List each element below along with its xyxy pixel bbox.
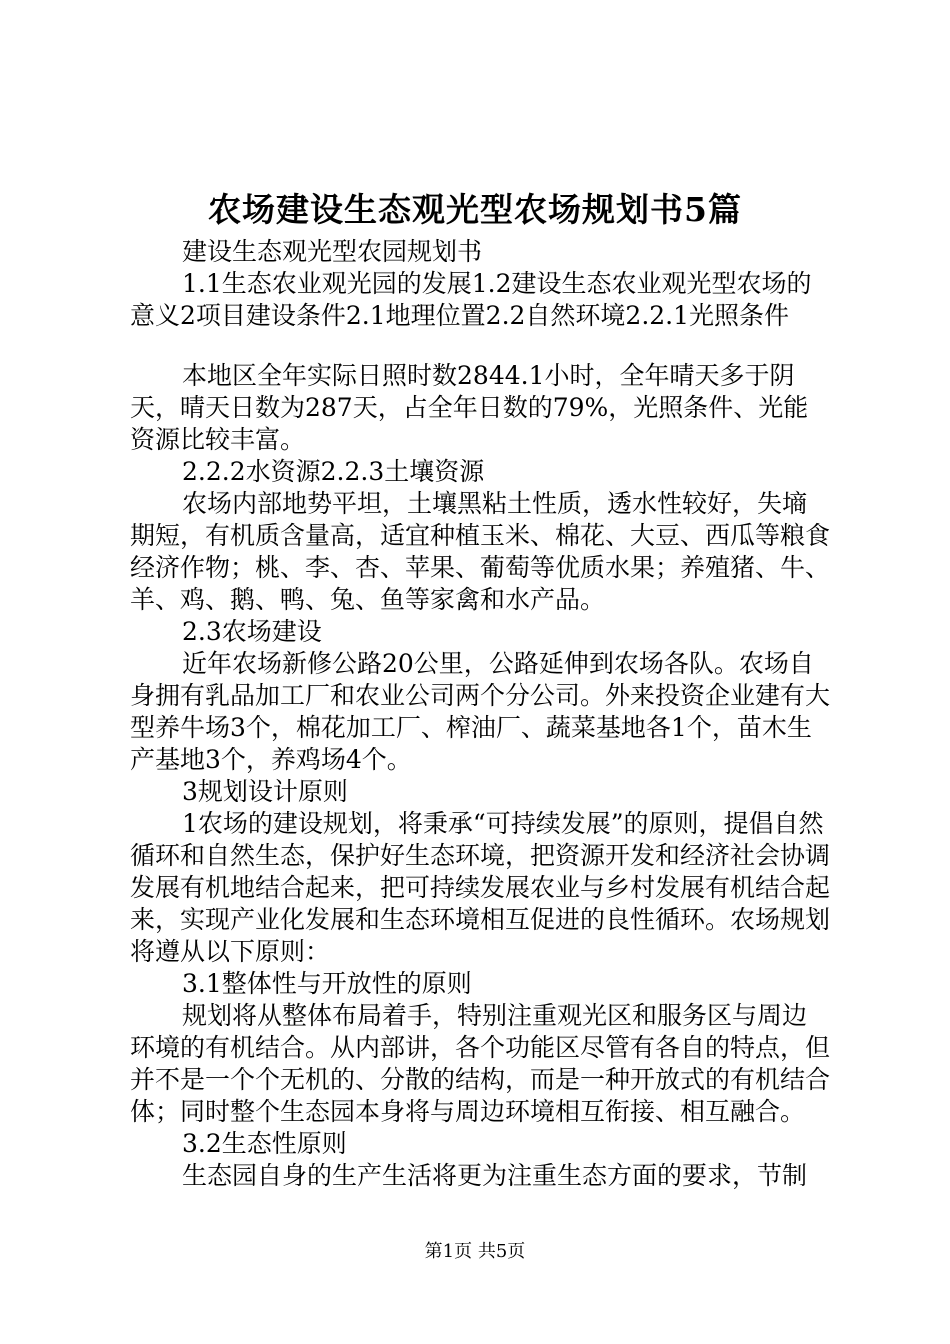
document-body [130, 236, 830, 1192]
paragraph: 规划将从整体布局着手，特别注重观光区和服务区与周边环境的有机结合。从内部讲，各个功能区尽管有各自的特点，但并不是一个个无机的、分散的结构，而是一种开放式的有机结合体；同时整个生态园本身将与周边环境相互衔接、相互融合。 [130, 1001, 831, 1126]
page-number-footer: 第1页 共5页 [424, 1241, 526, 1262]
document-title: 农场建设生态观光型农场规划书5篇 [208, 190, 742, 229]
paragraph: 近年农场新修公路20公里，公路延伸到农场各队。农场自身拥有乳品加工厂和农业公司两个分公司。外来投资企业建有大型养牛场3个，棉花加工厂、榨油厂、蔬菜基地各1个，苗木生产基地3个，养鸡场4个。 [130, 649, 831, 774]
paragraph: 1农场的建设规划，将秉承“可持续发展”的原则，提倡自然循环和自然生态，保护好生态环境，把资源开发和经济社会协调发展有机地结合起来，把可持续发展农业与乡村发展有机结合起来，实现产业化发展和生态环境相互促进的良性循环。农场规划将遵从以下原则： [130, 809, 831, 966]
paragraph: 农场内部地势平坦，土壤黑粘土性质，透水性较好，失墒期短，有机质含量高，适宜种植玉米、棉花、大豆、西瓜等粮食经济作物；桃、李、杏、苹果、葡萄等优质水果；养殖猪、牛、羊、鸡、鹅、鸭、兔、鱼等家禽和水产品。 [130, 489, 831, 614]
paragraph: 3.2生态性原则 [182, 1129, 347, 1158]
paragraph-gap [130, 332, 830, 360]
paragraph: 2.3农场建设 [182, 617, 322, 646]
paragraph: 生态园自身的生产生活将更为注重生态方面的要求，节制 [182, 1161, 808, 1190]
paragraph: 2.2.2水资源2.2.3土壤资源 [182, 457, 485, 486]
paragraph: 建设生态观光型农园规划书 [182, 237, 483, 266]
paragraph: 本地区全年实际日照时数2844.1小时，全年晴天多于阴天，晴天日数为287天，占全年日数的79%，光照条件、光能资源比较丰富。 [130, 361, 809, 454]
paragraph: 3规划设计原则 [182, 777, 348, 806]
paragraph: 1.1生态农业观光园的发展1.2建设生态农业观光型农场的意义2项目建设条件2.1地理位置2.2自然环境2.2.1光照条件 [130, 269, 812, 330]
paragraph: 3.1整体性与开放性的原则 [182, 969, 472, 998]
